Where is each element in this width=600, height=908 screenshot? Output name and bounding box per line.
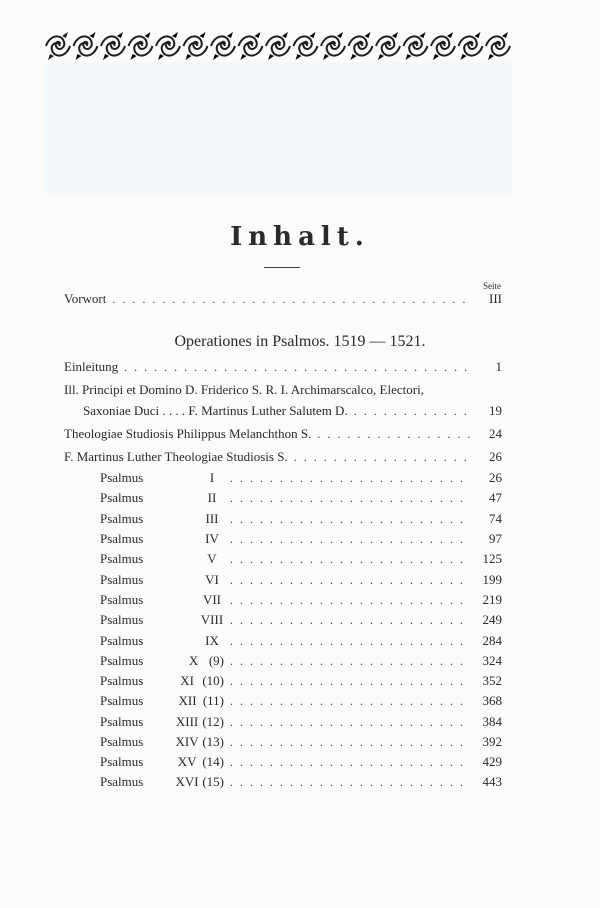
psalm-number: XVI [175, 774, 199, 789]
toc-entry-label: Saxoniae Duci . . . . F. Martinus Luther Salutem D. [83, 403, 348, 418]
leader-dots [294, 450, 470, 465]
psalm-name: Psalmus [100, 531, 144, 546]
psalm-name: Psalmus [100, 572, 144, 587]
psalm-name: Psalmus [100, 714, 144, 729]
psalm-name: Psalmus [100, 592, 144, 607]
psalm-name: Psalmus [100, 653, 144, 668]
leader-dots [230, 775, 470, 790]
toc-entry-psalm[interactable] [100, 693, 502, 709]
toc-entry-page: 324 [482, 653, 502, 668]
leader-dots [230, 755, 470, 770]
leader-dots [230, 715, 470, 730]
toc-entry-page: 284 [482, 633, 502, 648]
toc-entry-page: 26 [489, 449, 502, 464]
toc-entry-psalm[interactable] [100, 774, 502, 790]
toc-entry-psalm[interactable] [100, 673, 502, 689]
psalm-number: III [205, 511, 219, 526]
toc-entry-page: 384 [482, 714, 502, 729]
toc-entry-label: Vorwort [64, 291, 107, 306]
psalm-number: VII [202, 592, 222, 607]
psalm-number: XIII [175, 714, 199, 729]
leader-dots [124, 360, 470, 375]
psalm-number: I [209, 470, 215, 485]
psalm-name: Psalmus [100, 490, 144, 505]
psalm-number: XIV [175, 734, 199, 749]
toc-entry-page: 26 [489, 470, 502, 485]
psalm-alt-number: (15) [202, 774, 224, 789]
psalm-number: XII [178, 693, 197, 708]
toc-entry-page: 368 [482, 693, 502, 708]
page-title: Inhalt. [230, 222, 370, 252]
toc-entry-einleitung[interactable] [64, 359, 502, 375]
toc-entry-page: 97 [489, 531, 502, 546]
leader-dots [230, 471, 470, 486]
psalm-name: Psalmus [100, 633, 144, 648]
leader-dots [230, 552, 470, 567]
leader-dots [230, 654, 470, 669]
toc-entry-vorwort[interactable] [64, 291, 502, 307]
psalm-number: XV [177, 754, 197, 769]
toc-entry-page: 429 [482, 754, 502, 769]
psalm-name: Psalmus [100, 551, 144, 566]
toc-entry-label: Einleitung [64, 359, 119, 374]
psalm-number: X [188, 653, 199, 668]
leader-dots [230, 735, 470, 750]
leader-dots [317, 427, 470, 442]
toc-entry-psalm[interactable] [100, 714, 502, 730]
toc-entry-page: 219 [482, 592, 502, 607]
leader-dots [230, 593, 470, 608]
psalm-name: Psalmus [100, 511, 144, 526]
psalm-alt-number: (11) [202, 693, 224, 708]
toc-entry-page: 125 [482, 551, 502, 566]
toc-entry-psalm[interactable] [100, 754, 502, 770]
leader-dots [354, 404, 470, 419]
toc-entry-luther[interactable] [64, 449, 502, 465]
psalm-name: Psalmus [100, 774, 144, 789]
toc-entry-psalm[interactable] [100, 551, 502, 567]
toc-entry-page: 24 [489, 426, 502, 441]
leader-dots [230, 694, 470, 709]
toc-entry-psalm[interactable] [100, 511, 502, 527]
toc-entry-dedication[interactable] [83, 403, 502, 419]
toc-entry-page: 47 [489, 490, 502, 505]
leader-dots [230, 634, 470, 649]
psalm-name: Psalmus [100, 470, 144, 485]
toc-entry-page: 352 [482, 673, 502, 688]
toc-entry-page: 199 [482, 572, 502, 587]
leader-dots [230, 512, 470, 527]
toc-entry-psalm[interactable] [100, 734, 502, 750]
toc-entry-label: Theologiae Studiosis Philippus Melanchthon S. [64, 426, 312, 441]
toc-entry-page: 19 [489, 403, 502, 418]
toc-entry-melanchthon[interactable] [64, 426, 502, 442]
toc-entry-psalm[interactable] [100, 470, 502, 486]
psalm-alt-number: (14) [202, 754, 224, 769]
psalm-number: IX [205, 633, 219, 648]
psalm-number: IV [205, 531, 219, 546]
toc-entry-page: 1 [495, 359, 502, 374]
psalm-number: V [207, 551, 217, 566]
psalm-name: Psalmus [100, 693, 144, 708]
psalm-number: XI [180, 673, 194, 688]
psalm-name: Psalmus [100, 734, 144, 749]
toc-entry-psalm[interactable] [100, 572, 502, 588]
psalm-name: Psalmus [100, 612, 144, 627]
ornamental-border [44, 30, 512, 62]
toc-entry-page: 74 [489, 511, 502, 526]
toc-entry-psalm[interactable] [100, 531, 502, 547]
toc-entry-psalm[interactable] [100, 490, 502, 506]
toc-entry-page: III [489, 291, 502, 306]
toc-entry-psalm[interactable] [100, 592, 502, 608]
psalm-name: Psalmus [100, 673, 144, 688]
psalm-number: VI [205, 572, 219, 587]
leader-dots [230, 613, 470, 628]
toc-entry-psalm[interactable] [100, 633, 502, 649]
toc-entry-psalm[interactable] [100, 612, 502, 628]
psalm-number: II [207, 490, 217, 505]
toc-entry-page: 392 [482, 734, 502, 749]
toc-entry-label: F. Martinus Luther Theologiae Studiosis S. [64, 449, 288, 464]
psalm-alt-number: (12) [202, 714, 224, 729]
section-heading: Operationes in Psalmos. 1519 — 1521. [174, 333, 426, 350]
page-column-label: Seite [483, 281, 501, 291]
title-rule [264, 267, 300, 268]
toc-entry-page: 249 [482, 612, 502, 627]
leader-dots [230, 491, 470, 506]
toc-entry-dedication-line1: Ill. Principi et Domino D. Friderico S. R. I. Archimarscalco, Electori, [64, 382, 424, 397]
psalm-number: VIII [200, 612, 224, 627]
psalm-alt-number: (9) [208, 653, 224, 668]
leader-dots [112, 292, 470, 307]
toc-entry-page: 443 [482, 774, 502, 789]
psalm-alt-number: (13) [202, 734, 224, 749]
leader-dots [230, 674, 470, 689]
header-tint-area [44, 62, 512, 194]
psalm-name: Psalmus [100, 754, 144, 769]
leader-dots [230, 573, 470, 588]
leader-dots [230, 532, 470, 547]
psalm-alt-number: (10) [202, 673, 224, 688]
toc-entry-psalm[interactable] [100, 653, 502, 669]
